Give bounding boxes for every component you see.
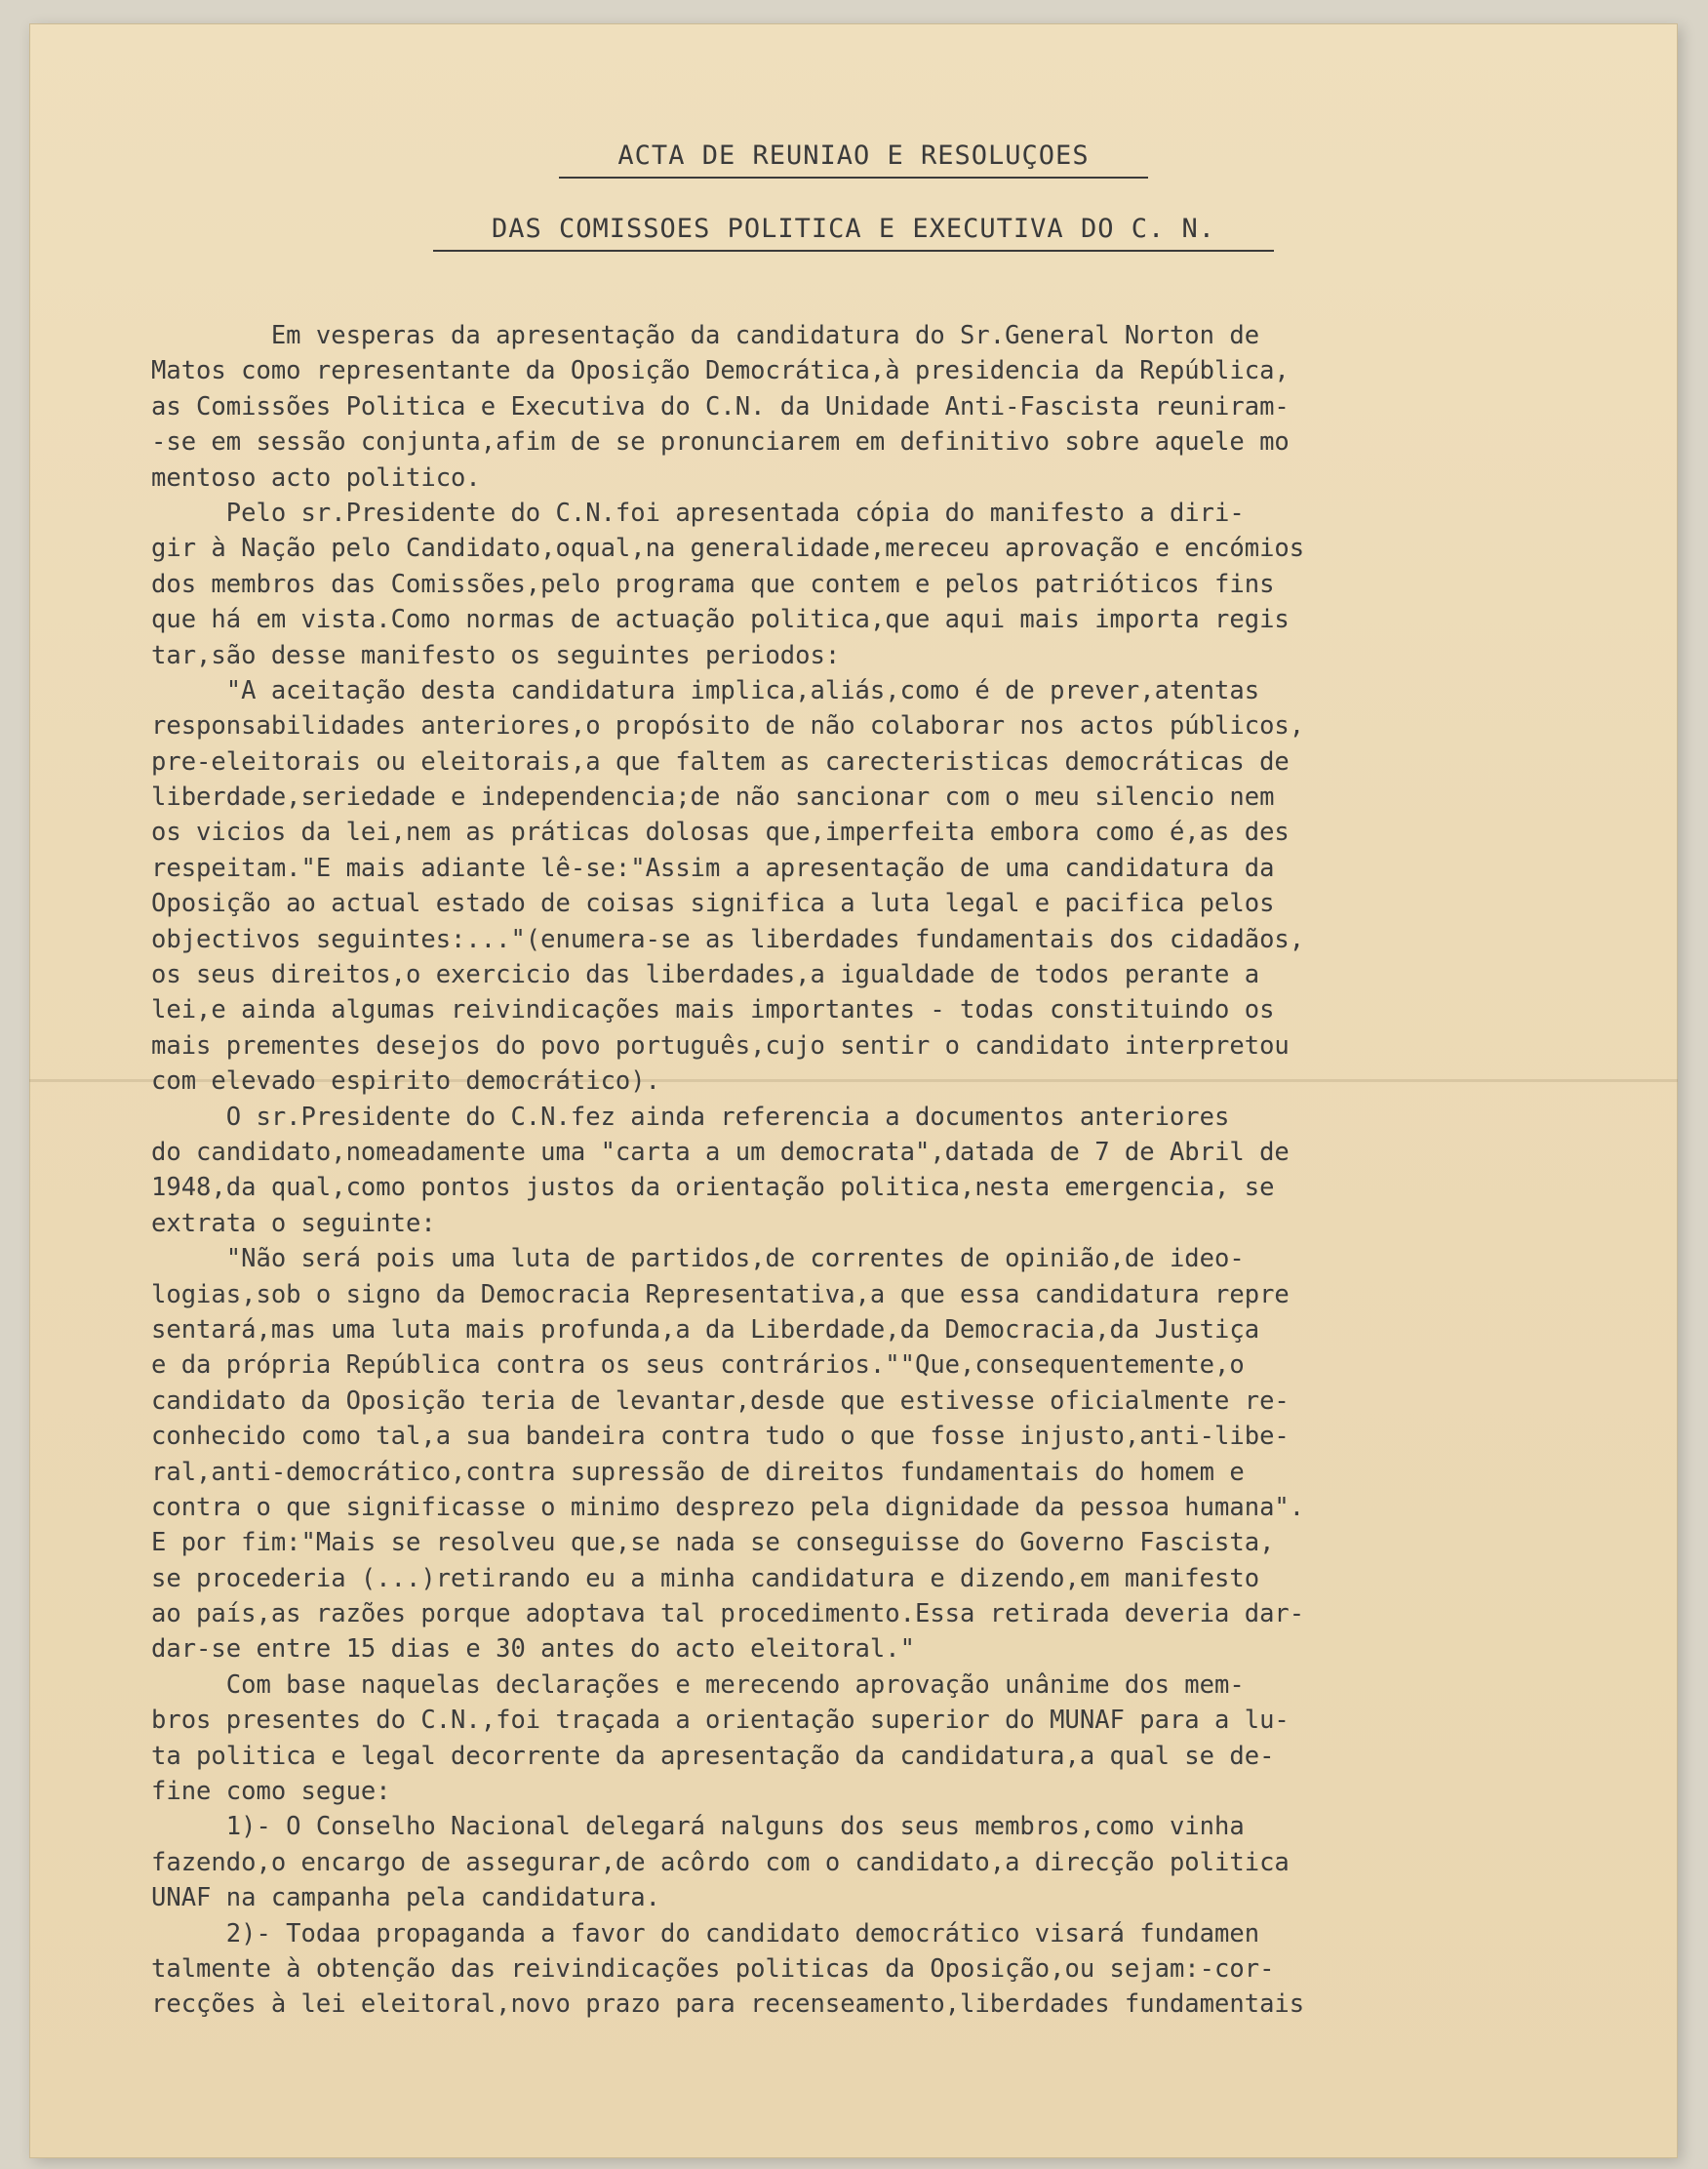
text-line: que há em vista.Como normas de actuação politica,que aqui mais importa regis [151,605,1290,635]
text-line: dar-se entre 15 dias e 30 antes do acto eleitoral." [151,1634,915,1665]
text-line: mais prementes desejos do povo português,cujo sentir o candidato interpretou [151,1030,1290,1061]
text-line: gir à Nação pelo Candidato,oqual,na generalidade,mereceu aprovação e encómios [151,534,1305,564]
text-line: talmente à obtenção das reivindicações politicas da Oposição,ou sejam:-cor- [151,1953,1275,1984]
text-line: respeitam."E mais adiante lê-se:"Assim a apresentação de uma candidatura da [151,853,1275,883]
text-line: ral,anti-democrático,contra supressão de direitos fundamentais do homem e [151,1457,1245,1487]
text-line: 1)- O Conselho Nacional delegará nalguns dos seus membros,como vinha [151,1812,1245,1842]
text-line: do candidato,nomeadamente uma "carta a um democrata",datada de 7 de Abril de [151,1137,1290,1167]
text-line: pre-eleitorais ou eleitorais,a que faltem as carecteristicas democráticas de [151,746,1290,777]
text-line: "A aceitação desta candidatura implica,aliás,como é de prever,atentas [151,675,1260,705]
text-line: com elevado espirito democrático). [151,1066,660,1097]
text-line: Oposição ao actual estado de coisas significa a luta legal e pacifica pelos [151,889,1275,919]
document-title [29,141,1678,179]
text-line: 1948,da qual,como pontos justos da orientação politica,nesta emergencia, se [151,1173,1275,1203]
text-line: extrata o seguinte: [151,1208,436,1238]
text-line: fine como segue: [151,1777,391,1807]
text-line: os seus direitos,o exercicio das liberdades,a igualdade de todos perante a [151,960,1260,990]
text-line: Em vesperas da apresentação da candidatura do Sr.General Norton de [151,321,1260,350]
title-line-2: DAS COMISSOES POLITICA E EXECUTIVA DO C. N. [433,214,1274,252]
text-line: objectivos seguintes:..."(enumera-se as liberdades fundamentais dos cidadãos, [151,924,1305,954]
document-body [151,318,1673,2023]
text-line: conhecido como tal,a sua bandeira contra tudo o que fosse injusto,anti-libe- [151,1422,1290,1452]
text-line: e da própria República contra os seus contrários.""Que,consequentemente,o [151,1350,1245,1381]
text-line: "Não será pois uma luta de partidos,de correntes de opinião,de ideo- [151,1244,1245,1274]
text-line: candidato da Oposição teria de levantar,desde que estivesse oficialmente re- [151,1386,1290,1416]
text-line: ta politica e legal decorrente da apresentação da candidatura,a qual se de- [151,1741,1275,1771]
text-line: contra o que significasse o minimo desprezo pela dignidade da pessoa humana". [151,1492,1305,1522]
text-line: sentará,mas uma luta mais profunda,a da Liberdade,da Democracia,da Justiça [151,1314,1260,1345]
text-line: mentoso acto politico. [151,462,481,493]
text-line: responsabilidades anteriores,o propósito de não colaborar nos actos públicos, [151,711,1305,742]
document-subtitle [29,214,1678,252]
text-line: -se em sessão conjunta,afim de se pronunciarem em definitivo sobre aquele mo [151,427,1290,458]
text-line: tar,são desse manifesto os seguintes periodos: [151,640,841,670]
text-line: O sr.Presidente do C.N.fez ainda referencia a documentos anteriores [151,1102,1230,1132]
document-page [29,23,1678,2158]
text-line: liberdade,seriedade e independencia;de não sancionar com o meu silencio nem [151,783,1275,813]
text-line: lei,e ainda algumas reivindicações mais importantes - todas constituindo os [151,995,1275,1025]
text-line: fazendo,o encargo de assegurar,de acôrdo com o candidato,a direcção politica [151,1847,1290,1877]
text-line: dos membros das Comissões,pelo programa que contem e pelos patrióticos fins [151,569,1275,599]
text-line: UNAF na campanha pela candidatura. [151,1883,660,1913]
text-line: ao país,as razões porque adoptava tal procedimento.Essa retirada deveria dar- [151,1599,1305,1629]
text-line: se procederia (...)retirando eu a minha candidatura e dizendo,em manifesto [151,1563,1260,1593]
text-line: E por fim:"Mais se resolveu que,se nada se conseguisse do Governo Fascista, [151,1528,1275,1558]
title-line-1: ACTA DE REUNIAO E RESOLUÇOES [559,141,1147,179]
text-line: logias,sob o signo da Democracia Representativa,a que essa candidatura repre [151,1279,1290,1309]
text-line: Matos como representante da Oposição Democrática,à presidencia da República, [151,356,1290,386]
text-line: 2)- Todaa propaganda a favor do candidato democrático visará fundamen [151,1918,1260,1948]
text-line: Com base naquelas declarações e merecendo aprovação unânime dos mem- [151,1669,1245,1700]
text-line: as Comissões Politica e Executiva do C.N. da Unidade Anti-Fascista reuniram- [151,391,1290,422]
text-line: recções à lei eleitoral,novo prazo para recenseamento,liberdades fundamentais [151,1989,1305,2020]
text-line: bros presentes do C.N.,foi traçada a orientação superior do MUNAF para a lu- [151,1706,1290,1736]
text-line: os vicios da lei,nem as práticas dolosas que,imperfeita embora como é,as des [151,818,1290,848]
text-line: Pelo sr.Presidente do C.N.foi apresentada cópia do manifesto a diri- [151,498,1245,528]
